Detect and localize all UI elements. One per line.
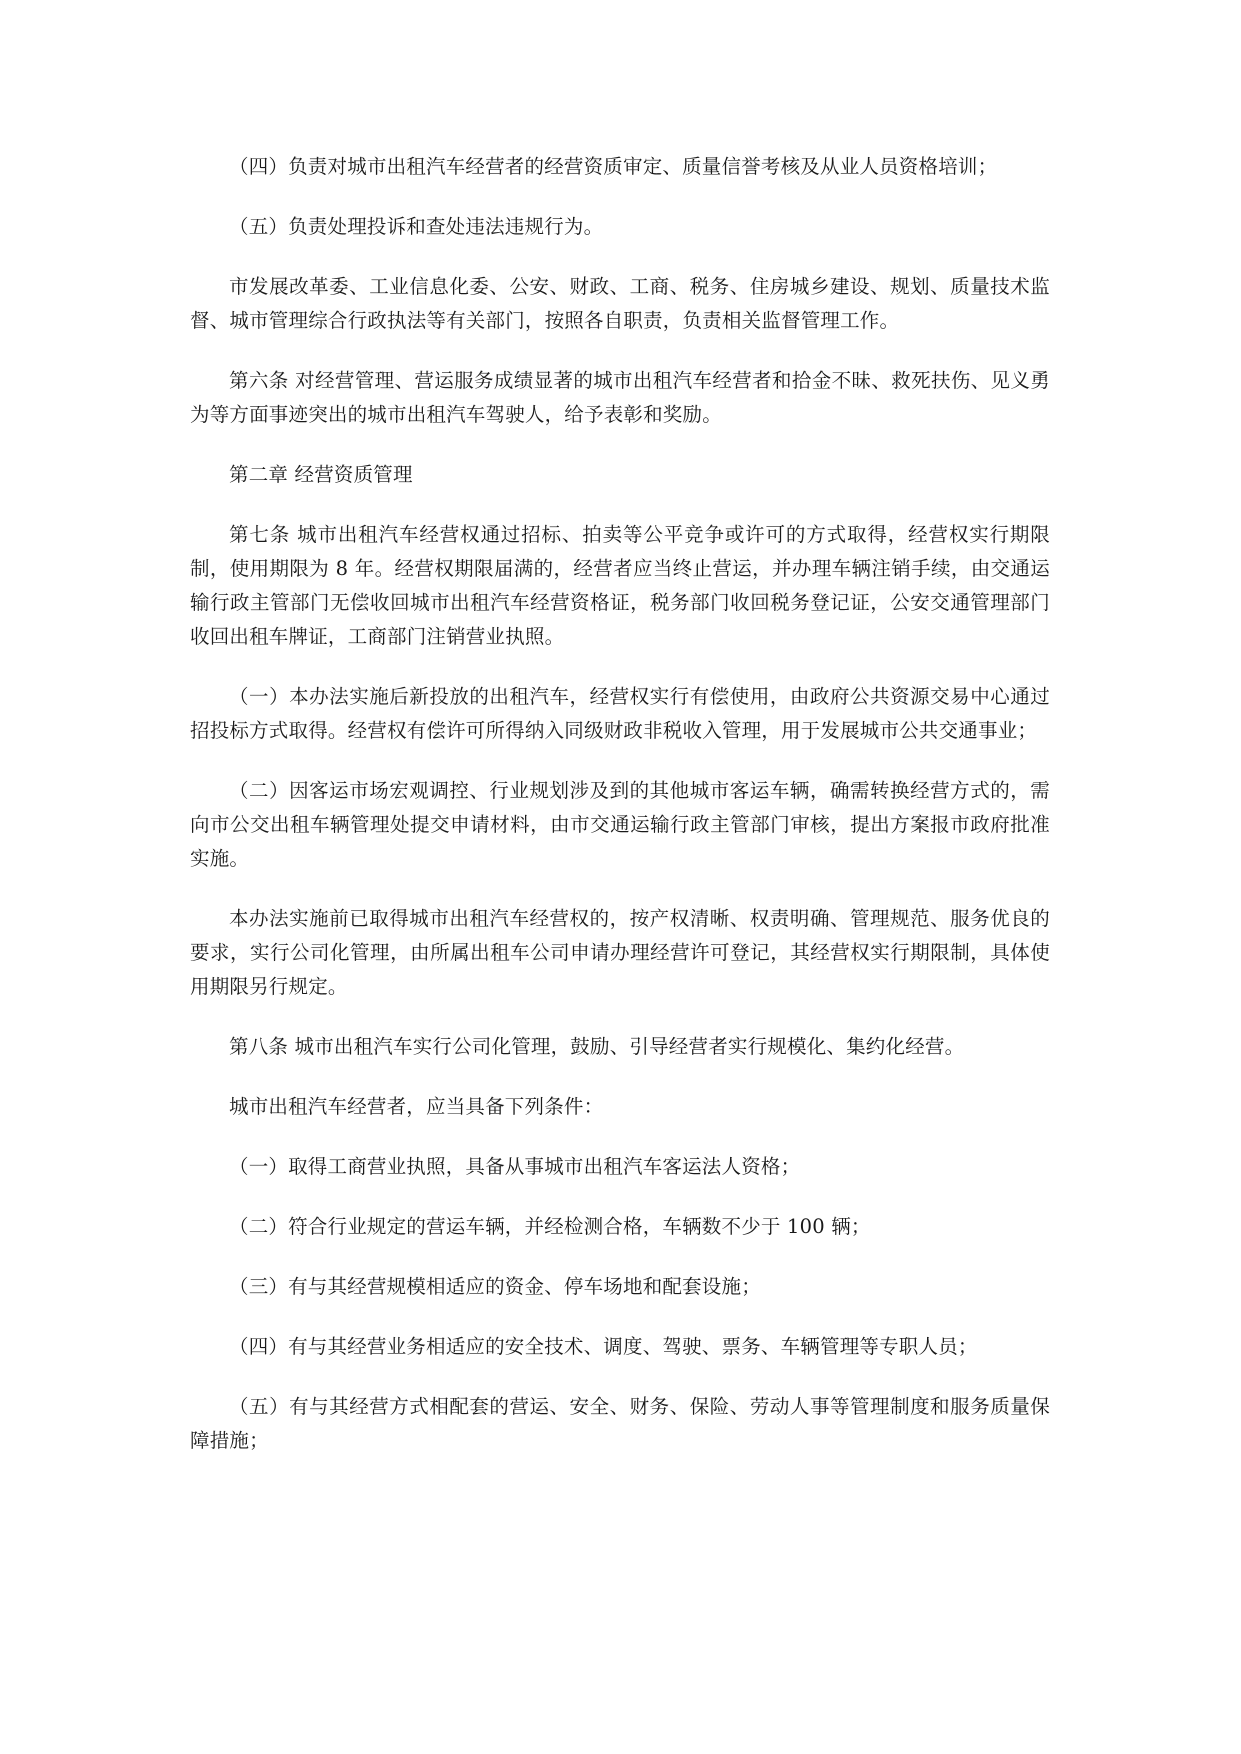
paragraph-article-8: 第八条 城市出租汽车实行公司化管理，鼓励、引导经营者实行规模化、集约化经营。: [229, 1035, 965, 1058]
paragraph-condition-3: （三）有与其经营规模相适应的资金、停车场地和配套设施；: [229, 1275, 761, 1298]
paragraph-section-4-duty: （四）负责对城市出租汽车经营者的经营资质审定、质量信誉考核及从业人员资格培训；: [229, 155, 998, 178]
paragraph-condition-2: （二）符合行业规定的营运车辆，并经检测合格，车辆数不少于 100 辆；: [229, 1215, 871, 1238]
paragraph-article-7: 第七条 城市出租汽车经营权通过招标、拍卖等公平竞争或许可的方式取得，经营权实行期限制，使用期限为 8 年。经营权期限届满的，经营者应当终止营运，并办理车辆注销手续，由交通运输行政主管部门无偿收回城市出租汽车经营资格证，税务部门收回税务登记证，公安交通管理部门收回出租车牌证，工商部门注销营业执照。: [190, 523, 1050, 648]
document-body: [190, 150, 1050, 1484]
paragraph-condition-4: （四）有与其经营业务相适应的安全技术、调度、驾驶、票务、车辆管理等专职人员；: [229, 1335, 978, 1358]
paragraph-article-6: 第六条 对经营管理、营运服务成绩显著的城市出租汽车经营者和拾金不昧、救死扶伤、见义勇为等方面事迹突出的城市出租汽车驾驶人，给予表彰和奖励。: [190, 369, 1050, 426]
paragraph-condition-5: （五）有与其经营方式相配套的营运、安全、财务、保险、劳动人事等管理制度和服务质量保障措施；: [190, 1395, 1050, 1452]
paragraph-prior-rights: 本办法实施前已取得城市出租汽车经营权的，按产权清晰、权责明确、管理规范、服务优良的要求，实行公司化管理，由所属出租车公司申请办理经营许可登记，其经营权实行期限制，具体使用期限另行规定。: [190, 907, 1050, 998]
paragraph-article-7-item-2: （二）因客运市场宏观调控、行业规划涉及到的其他城市客运车辆，确需转换经营方式的，需向市公交出租车辆管理处提交申请材料，由市交通运输行政主管部门审核，提出方案报市政府批准实施。: [190, 779, 1050, 870]
paragraph-conditions-intro: 城市出租汽车经营者，应当具备下列条件：: [229, 1095, 604, 1118]
paragraph-departments: 市发展改革委、工业信息化委、公安、财政、工商、税务、住房城乡建设、规划、质量技术监督、城市管理综合行政执法等有关部门，按照各自职责，负责相关监督管理工作。: [190, 275, 1050, 332]
chapter-2-heading: 第二章 经营资质管理: [229, 463, 413, 486]
paragraph-condition-1: （一）取得工商营业执照，具备从事城市出租汽车客运法人资格；: [229, 1155, 801, 1178]
paragraph-article-7-item-1: （一）本办法实施后新投放的出租汽车，经营权实行有偿使用，由政府公共资源交易中心通过招投标方式取得。经营权有偿许可所得纳入同级财政非税收入管理，用于发展城市公共交通事业；: [190, 685, 1050, 742]
paragraph-section-5-duty: （五）负责处理投诉和查处违法违规行为。: [229, 215, 604, 238]
